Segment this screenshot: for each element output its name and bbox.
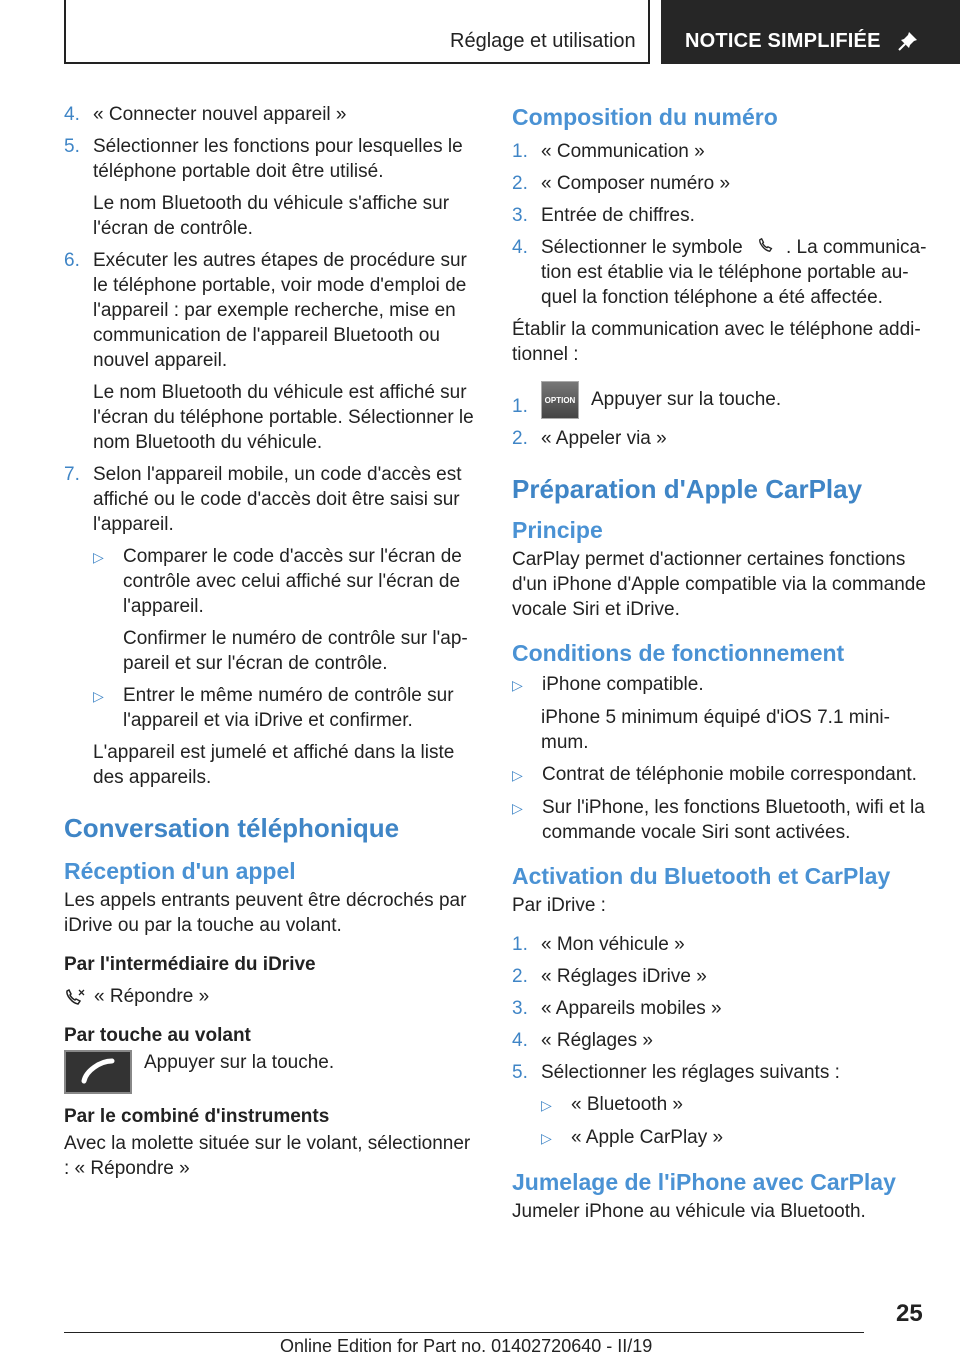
page-number: 25 (896, 1300, 923, 1327)
list-item: 2. « Composer numéro » (512, 173, 731, 194)
notice-badge-label: NOTICE SIMPLIFIÉE (685, 30, 881, 52)
volant-row: Appuyer sur la touche. (64, 1050, 480, 1094)
bullet-note: iPhone 5 minimum équipé d'iOS 7.1 minimum. (541, 707, 890, 753)
heading-jumelage: Jumelage de l'iPhone avec CarPlay (512, 1169, 896, 1195)
heading-activation: Activation du Bluetooth et CarPlay (512, 863, 891, 889)
heading-combine: Par le combiné d'instruments (64, 1106, 330, 1127)
list-item: 4. « Réglages » (512, 1030, 653, 1051)
right-column (512, 102, 930, 1224)
heading-volant: Par touche au volant (64, 1025, 251, 1046)
jumelage-text: Jumeler iPhone au véhicule via Bluetooth. (512, 1201, 866, 1222)
triangle-bullet-icon: ▷ (541, 1097, 552, 1113)
triangle-bullet-icon: ▷ (512, 767, 523, 783)
header-rule-bottom (64, 62, 649, 64)
heading-carplay: Préparation d'Apple CarPlay (512, 474, 863, 504)
list-item: 4. « Connecter nouvel appareil » (64, 104, 347, 125)
phone-icon (64, 988, 86, 1006)
list-item: 2. « Appeler via » (512, 428, 667, 449)
edition-text: Online Edition for Part no. 01402720640 - II/19 (280, 1336, 653, 1356)
bullet-note: Confirmer le numéro de contrôle sur l'appareil et sur l'écran de contrôle. (123, 628, 468, 674)
list-item: 2. « Réglages iDrive » (512, 966, 707, 987)
bullet-item: ▷ Contrat de téléphonie mobile correspondant. (512, 762, 930, 788)
idrive-answer-row: « Répondre » (64, 984, 480, 1009)
footer-rule (64, 1332, 864, 1333)
page-header (64, 0, 960, 64)
list-item: 5. Sélectionner les fonctions pour lesquelles le téléphone portable doit être utilisé. (64, 136, 463, 182)
combine-text: Avec la molette située sur le volant, sélectionner : « Répondre » (64, 1133, 471, 1179)
bullet-item: ▷ Sur l'iPhone, les fonctions Bluetooth, wifi et la commande vocale Siri sont activées. (512, 797, 925, 843)
heading-conditions: Conditions de fonctionnement (512, 640, 845, 666)
bullet-item: ▷ iPhone compatible. (512, 672, 930, 698)
pin-icon (897, 30, 919, 52)
bullet-item: ▷ « Apple CarPlay » (512, 1125, 930, 1151)
steering-phone-button (64, 1050, 132, 1094)
triangle-bullet-icon: ▷ (512, 677, 523, 693)
list-item: 5. Sélectionner les réglages suivants : (512, 1062, 840, 1083)
left-column (64, 102, 480, 1181)
step-note: Le nom Bluetooth du véhicule s'affiche sur l'écran de contrôle. (93, 193, 450, 239)
list-item: 6. Exécuter les autres étapes de procédure sur le téléphone portable, voir mode d'emploi de l'appareil : par exemple recherche, mise en communication de l'appareil Bluetooth ou nouvel appareil. (64, 250, 467, 371)
list-item: 1. « Mon véhicule » (512, 934, 685, 955)
list-item: 3. Entrée de chiffres. (512, 205, 695, 226)
phone-icon (756, 237, 778, 253)
triangle-bullet-icon: ▷ (512, 800, 523, 816)
activation-text: Par iDrive : (512, 895, 606, 916)
section-title: Réglage et utilisation (450, 30, 636, 52)
list-item: 3. « Appareils mobiles » (512, 998, 722, 1019)
list-item: 7. Selon l'appareil mobile, un code d'accès est affiché ou le code d'accès doit être saisi sur l'appareil. (64, 464, 462, 535)
option-button-icon: OPTION (541, 381, 579, 419)
heading-composition: Composition du numéro (512, 104, 778, 130)
additional-phone-text: Établir la communication avec le téléphone additionnel : (512, 319, 921, 365)
step-note: L'appareil est jumelé et affiché dans la liste des appareils. (93, 742, 455, 788)
header-rule-left (64, 0, 66, 64)
triangle-bullet-icon: ▷ (93, 549, 104, 565)
handset-icon (78, 1057, 118, 1087)
notice-badge (661, 0, 960, 64)
heading-conversation: Conversation téléphonique (64, 813, 400, 843)
heading-principe: Principe (512, 517, 603, 543)
list-item: 4. Sélectionner le symbole . La communication est établie via le téléphone portable auquel la fonction téléphone a été affectée. (512, 237, 927, 308)
bullet-item: ▷ « Bluetooth » (512, 1092, 930, 1118)
heading-reception: Réception d'un appel (64, 858, 296, 884)
list-item: 1. « Communication » (512, 141, 705, 162)
bullet-item: ▷ Entrer le même numéro de contrôle sur l'appareil et via iDrive et confirmer. (93, 685, 454, 731)
principe-text: CarPlay permet d'actionner certaines fonctions d'un iPhone d'Apple compatible via la commande vocale Siri et iDrive. (512, 549, 926, 620)
heading-idrive: Par l'intermédiaire du iDrive (64, 954, 316, 975)
step-note: Le nom Bluetooth du véhicule est affiché sur l'écran du téléphone portable. Sélectionner le nom Bluetooth du véhicule. (93, 382, 474, 453)
list-item: 1. OPTION Appuyer sur la touche. (512, 381, 930, 419)
reception-text: Les appels entrants peuvent être décrochés par iDrive ou par la touche au volant. (64, 890, 467, 936)
triangle-bullet-icon: ▷ (93, 688, 104, 704)
triangle-bullet-icon: ▷ (541, 1130, 552, 1146)
header-rule-mid (648, 0, 650, 64)
bullet-item: ▷ Comparer le code d'accès sur l'écran de contrôle avec celui affiché sur l'écran de l'appareil. (93, 546, 462, 617)
